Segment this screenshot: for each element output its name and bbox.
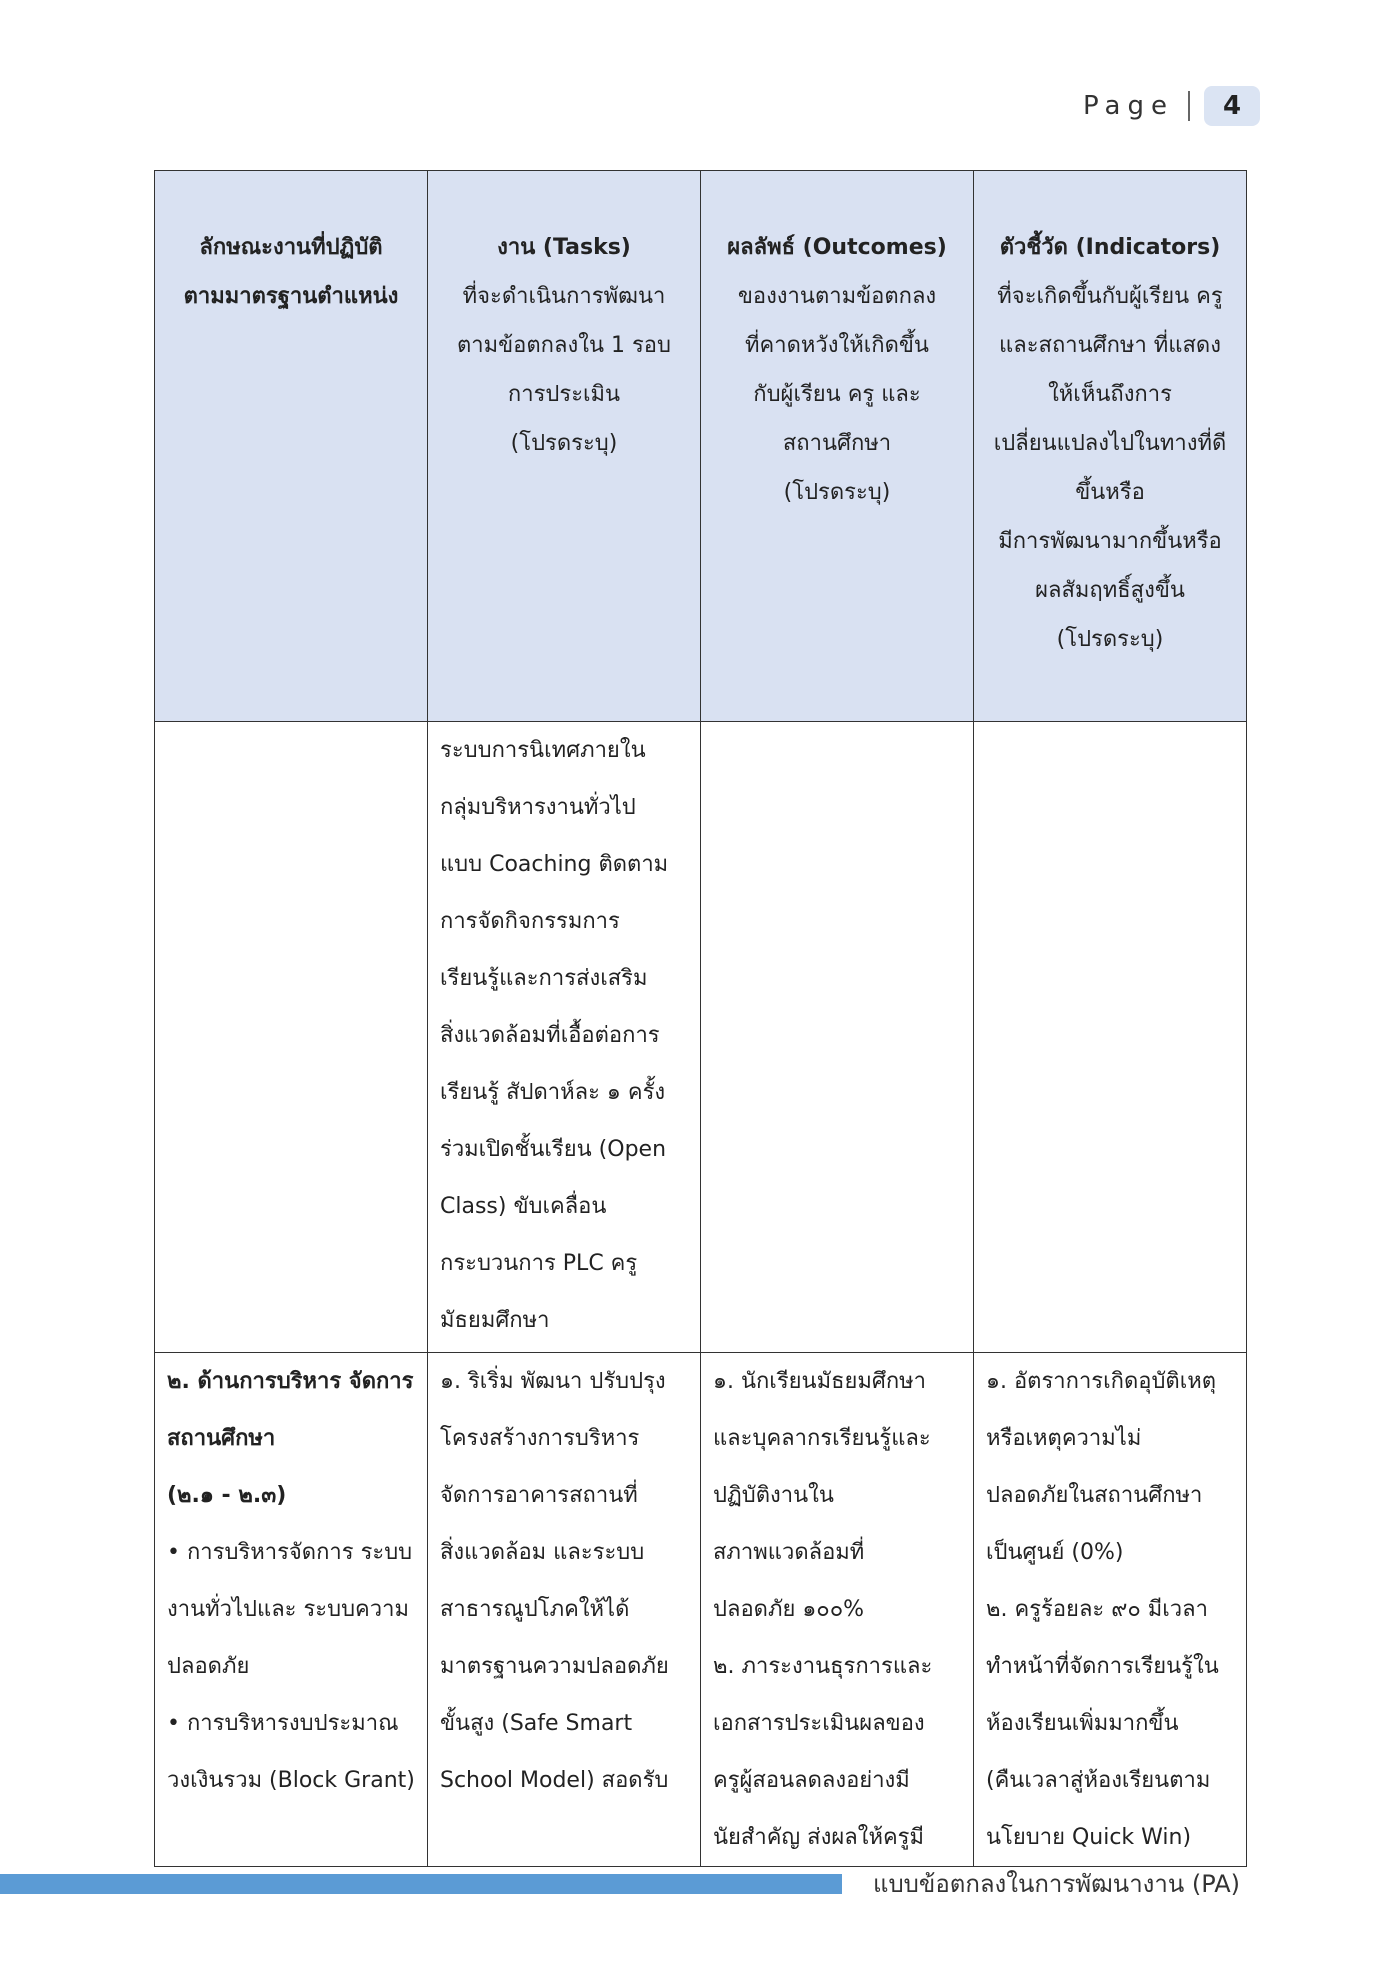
- header-sub: ที่จะดำเนินการพัฒนา ตามข้อตกลงใน 1 รอบ การประเมิน (โปรดระบุ): [457, 284, 671, 456]
- header-job-characteristics: [155, 171, 428, 722]
- text-line: มาตรฐานความปลอดภัย: [440, 1654, 669, 1679]
- text-line: มัธยมศึกษา: [440, 1308, 550, 1333]
- cell-category: [155, 1353, 428, 1867]
- header-outcomes: [701, 171, 974, 722]
- category-range: (๒.๑ - ๒.๓): [167, 1483, 287, 1508]
- cell-indicators: [974, 722, 1247, 1353]
- footer-bar: [0, 1874, 842, 1894]
- header-indicators: [974, 171, 1247, 722]
- header-sub: ที่จะเกิดขึ้นกับผู้เรียน ครู และสถานศึกษา ที่แสดง ให้เห็นถึงการ เปลี่ยนแปลงไปในทางที่ดี ขึ้นหรือ มีการพัฒนามากขึ้นหรือ ผลสัมฤทธิ์สูงขึ้น (โปรดระบุ): [993, 284, 1227, 652]
- text-line: กลุ่มบริหารงานทั่วไป: [440, 795, 636, 820]
- text-line: (คืนเวลาสู่ห้องเรียนตาม: [986, 1768, 1211, 1793]
- text-line: ขั้นสูง (Safe Smart: [440, 1711, 633, 1736]
- cell-indicators: [974, 1353, 1247, 1867]
- category-bullet: • การบริหารจัดการ ระบบงานทั่วไปและ ระบบความปลอดภัย: [167, 1540, 413, 1679]
- table-row: [155, 1353, 1247, 1867]
- text-line: ๑. นักเรียนมัธยมศึกษา: [713, 1369, 927, 1394]
- text-line: เรียนรู้ สัปดาห์ละ ๑ ครั้ง: [440, 1080, 666, 1105]
- cell-tasks: [428, 722, 701, 1353]
- table-header-row: [155, 171, 1247, 722]
- text-line: ครูผู้สอนลดลงอย่างมี: [713, 1768, 910, 1793]
- cell-outcomes: [701, 722, 974, 1353]
- header-main: ผลลัพธ์ (Outcomes): [727, 235, 947, 260]
- header-main: ลักษณะงานที่ปฏิบัติ: [199, 235, 383, 260]
- text-line: School Model) สอดรับ: [440, 1768, 669, 1793]
- text-line: การจัดกิจกรรมการ: [440, 909, 620, 934]
- text-line: ห้องเรียนเพิ่มมากขึ้น: [986, 1711, 1179, 1736]
- text-line: สิ่งแวดล้อมที่เอื้อต่อการ: [440, 1023, 660, 1048]
- header-main: ตามมาตรฐานตำแหน่ง: [183, 284, 399, 309]
- text-line: สิ่งแวดล้อม และระบบ: [440, 1540, 645, 1565]
- cell-category: [155, 722, 428, 1353]
- text-line: ๒. ครูร้อยละ ๙๐ มีเวลา: [986, 1597, 1208, 1622]
- text-line: หรือเหตุความไม่: [986, 1426, 1142, 1451]
- page-number: 4: [1204, 86, 1260, 126]
- header-main: ตัวชี้วัด (Indicators): [999, 235, 1221, 260]
- text-line: สภาพแวดล้อมที่: [713, 1540, 865, 1565]
- text-line: เป็นศูนย์ (0%): [986, 1540, 1124, 1565]
- cell-outcomes: [701, 1353, 974, 1867]
- pa-agreement-table: [154, 170, 1247, 1867]
- text-line: กระบวนการ PLC ครู: [440, 1251, 638, 1276]
- text-line: ๑. อัตราการเกิดอุบัติเหตุ: [986, 1369, 1217, 1394]
- text-line: นัยสำคัญ ส่งผลให้ครูมี: [713, 1825, 924, 1850]
- text-line: ทำหน้าที่จัดการเรียนรู้ใน: [986, 1654, 1219, 1679]
- text-line: นโยบาย Quick Win): [986, 1825, 1192, 1850]
- text-line: Class) ขับเคลื่อน: [440, 1194, 607, 1219]
- text-line: ร่วมเปิดชั้นเรียน (Open: [440, 1137, 667, 1162]
- footer-title: แบบข้อตกลงในการพัฒนางาน (PA): [872, 1870, 1240, 1898]
- category-bullet: • การบริหารงบประมาณ วงเงินรวม (Block Grant): [167, 1711, 415, 1793]
- text-line: เรียนรู้และการส่งเสริม: [440, 966, 648, 991]
- text-line: ปฏิบัติงานใน: [713, 1483, 834, 1508]
- text-line: เอกสารประเมินผลของ: [713, 1711, 925, 1736]
- text-line: และบุคลากรเรียนรู้และ: [713, 1426, 931, 1451]
- text-line: ระบบการนิเทศภายใน: [440, 738, 646, 763]
- text-line: ๑. ริเริ่ม พัฒนา ปรับปรุง: [440, 1369, 666, 1394]
- text-line: ปลอดภัยในสถานศึกษา: [986, 1483, 1203, 1508]
- category-title: ๒. ด้านการบริหาร จัดการสถานศึกษา: [167, 1369, 414, 1451]
- header-main: งาน (Tasks): [497, 235, 631, 260]
- text-line: จัดการอาคารสถานที่: [440, 1483, 638, 1508]
- text-line: แบบ Coaching ติดตาม: [440, 852, 669, 877]
- header-tasks: [428, 171, 701, 722]
- page-label: Page: [1083, 91, 1174, 121]
- page-header: [1083, 86, 1260, 126]
- cell-tasks: [428, 1353, 701, 1867]
- page-separator: [1188, 91, 1190, 121]
- text-line: ๒. ภาระงานธุรการและ: [713, 1654, 933, 1679]
- text-line: โครงสร้างการบริหาร: [440, 1426, 640, 1451]
- table-row: [155, 722, 1247, 1353]
- text-line: ปลอดภัย ๑๐๐%: [713, 1597, 865, 1622]
- text-line: สาธารณูปโภคให้ได้: [440, 1597, 630, 1622]
- header-sub: ของงานตามข้อตกลง ที่คาดหวังให้เกิดขึ้น กับผู้เรียน ครู และ สถานศึกษา (โปรดระบุ): [737, 284, 937, 505]
